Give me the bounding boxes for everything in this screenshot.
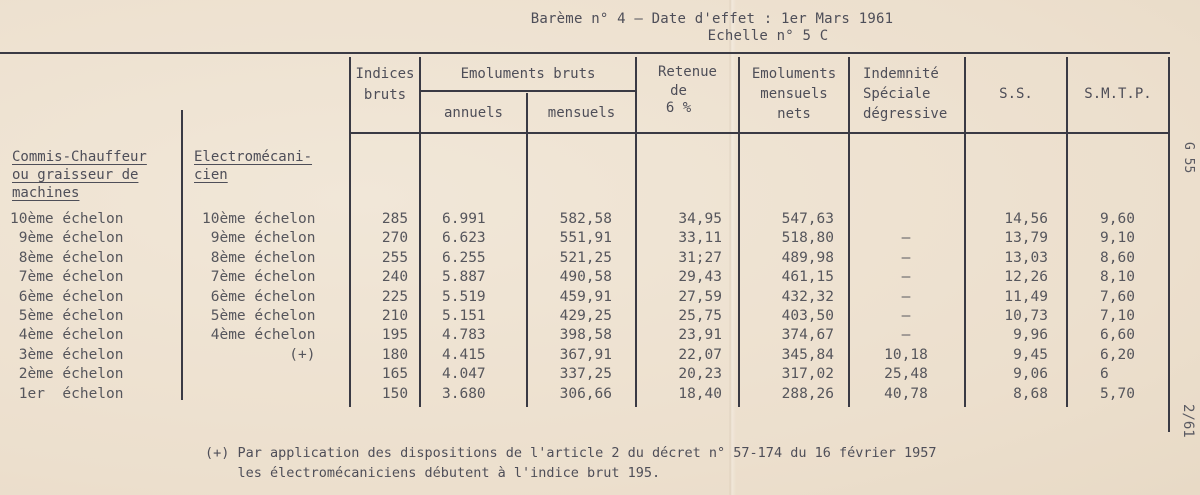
document-title: Barème n° 4 — Date d'effet : 1er Mars 1961 — [530, 11, 894, 27]
cell-indice: 180 — [381, 346, 409, 363]
header-nets-line3: nets — [777, 106, 811, 122]
column-indices-bruts — [370, 210, 420, 404]
cell-indemnite: — — [901, 288, 911, 305]
cell-retenue: 34,95 — [678, 211, 722, 227]
cell-ss: 12,26 — [1004, 269, 1048, 286]
cell-smtp: 6 — [1100, 366, 1135, 383]
cell-annuels: 4.415 — [442, 346, 486, 363]
cell-nets: 317,02 — [781, 366, 834, 383]
col-divider-indemnite-left — [848, 57, 850, 407]
cell-annuels: 5.151 — [442, 307, 486, 324]
cell-annuels: 6.255 — [442, 249, 486, 266]
cell-nets: 345,84 — [781, 346, 834, 363]
cell-mensuels: 521,25 — [559, 249, 612, 266]
side-date: 2/61 — [1180, 404, 1196, 438]
cell-indice: 165 — [381, 366, 409, 383]
col-divider-smtp-right — [1168, 57, 1170, 432]
footnote — [205, 443, 937, 483]
header-indemnite-line1: Indemnité — [863, 66, 939, 82]
cell-retenue: 20,23 — [678, 366, 722, 383]
cell-annuels: 6.623 — [442, 230, 486, 247]
cell-grade1: 9ème échelon — [10, 230, 124, 247]
header-grade1-line1: Commis-Chauffeur — [12, 149, 147, 165]
cell-nets: 374,67 — [781, 327, 834, 344]
cell-mensuels: 337,25 — [559, 366, 612, 383]
cell-nets: 518,80 — [781, 230, 834, 247]
cell-grade1: 6ème échelon — [10, 288, 124, 305]
column-smtp — [1100, 210, 1135, 404]
cell-mensuels: 398,58 — [559, 327, 612, 344]
cell-grade2: 8ème échelon — [202, 249, 316, 266]
header-indices-line1: Indices — [355, 66, 415, 82]
header-nets-line2: mensuels — [760, 86, 828, 102]
cell-mensuels: 367,91 — [559, 346, 612, 363]
column-retenue — [640, 210, 722, 404]
cell-grade1: 3ème échelon — [10, 346, 124, 363]
header-indices-bruts — [351, 64, 419, 106]
table-top-border — [0, 52, 1170, 54]
header-grade1-line2: ou graisseur de — [12, 167, 139, 183]
header-retenue-line1: Retenue — [657, 64, 717, 80]
header-nets-line1: Emoluments — [751, 66, 837, 82]
cell-grade2: 4ème échelon — [202, 327, 316, 344]
header-retenue — [637, 64, 738, 117]
header-smtp: S.M.T.P. — [1084, 86, 1152, 102]
cell-grade2: 7ème échelon — [202, 269, 316, 286]
cell-grade2: 5ème échelon — [202, 307, 316, 324]
cell-retenue: 23,91 — [678, 327, 722, 344]
cell-nets: 547,63 — [781, 211, 834, 227]
cell-ss: 8,68 — [1013, 385, 1048, 402]
cell-mensuels: 490,58 — [559, 269, 612, 286]
side-code: G 55 — [1181, 142, 1196, 174]
cell-indemnite — [860, 210, 952, 229]
cell-grade2: 9ème échelon — [202, 230, 316, 247]
cell-ss: 9,96 — [1013, 327, 1048, 344]
col-divider-indices-left — [349, 57, 351, 407]
cell-grade1: 7ème échelon — [10, 269, 124, 286]
cell-annuels: 6.991 — [442, 211, 486, 227]
header-grade2-line1: Electromécani- — [194, 149, 313, 165]
cell-smtp: 8,60 — [1100, 249, 1135, 266]
col-divider-mensuels-left — [526, 93, 528, 407]
cell-mensuels: 459,91 — [559, 288, 612, 305]
cell-smtp: 7,60 — [1100, 288, 1135, 305]
header-retenue-line3: 6 % — [665, 100, 692, 116]
header-grade1-line3: machines — [12, 185, 80, 201]
header-grade2-line2: cien — [194, 167, 228, 183]
cell-retenue: 27,59 — [678, 288, 722, 305]
cell-annuels: 4.047 — [442, 366, 486, 383]
header-mensuels: mensuels — [547, 105, 616, 121]
header-grade2 — [194, 148, 312, 184]
document-subtitle: Echelle n° 5 C — [707, 28, 829, 44]
cell-grade2 — [202, 385, 316, 404]
cell-ss: 9,06 — [1013, 366, 1048, 383]
cell-annuels: 5.519 — [442, 288, 486, 305]
cell-ss: 11,49 — [1004, 288, 1048, 305]
cell-grade1: 8ème échelon — [10, 249, 124, 266]
cell-grade1: 4ème échelon — [10, 327, 124, 344]
footnote-line1: (+) Par application des dispositions de l'article 2 du décret n° 57-174 du 16 février 1957 — [205, 445, 937, 461]
cell-grade2 — [202, 365, 316, 384]
header-indices-line2: bruts — [363, 87, 407, 103]
header-indemnite-line3: dégressive — [863, 106, 948, 122]
cell-smtp: 6,60 — [1100, 327, 1135, 344]
cell-nets: 489,98 — [781, 249, 834, 266]
cell-smtp: 8,10 — [1100, 269, 1135, 286]
cell-indemnite: 10,18 — [884, 346, 928, 363]
cell-nets: 461,15 — [781, 269, 834, 286]
cell-indice: 150 — [381, 385, 409, 402]
cell-retenue: 33,11 — [678, 230, 722, 247]
column-indemnite — [860, 210, 952, 404]
cell-ss: 13,03 — [1004, 249, 1048, 266]
cell-smtp: 9,10 — [1100, 230, 1135, 247]
header-grade1 — [12, 148, 147, 202]
cell-indice: 255 — [381, 249, 409, 266]
col-divider-smtp-left — [1066, 57, 1068, 407]
cell-indemnite: — — [901, 230, 911, 247]
column-nets — [740, 210, 834, 404]
cell-ss: 10,73 — [1004, 307, 1048, 324]
cell-nets: 432,32 — [781, 288, 834, 305]
cell-mensuels: 306,66 — [559, 385, 612, 402]
cell-grade2: 10ème échelon — [202, 211, 316, 227]
cell-grade1: 10ème échelon — [10, 211, 124, 227]
column-annuels — [442, 210, 486, 404]
header-annuels: annuels — [443, 105, 503, 121]
cell-smtp: 6,20 — [1100, 346, 1135, 363]
cell-grade1: 1er échelon — [10, 385, 124, 402]
cell-nets: 288,26 — [781, 385, 834, 402]
cell-retenue: 31;27 — [678, 249, 722, 266]
header-emoluments-bruts: Emoluments bruts — [460, 66, 596, 82]
cell-indice: 195 — [381, 327, 409, 344]
cell-retenue: 22,07 — [678, 346, 722, 363]
footnote-line2: les électromécaniciens débutent à l'indice brut 195. — [205, 465, 661, 481]
cell-smtp: 7,10 — [1100, 307, 1135, 324]
cell-retenue: 29,43 — [678, 269, 722, 286]
column-grade2 — [202, 210, 316, 404]
cell-indemnite: — — [901, 307, 911, 324]
cell-nets: 403,50 — [781, 307, 834, 324]
grade-column-divider — [181, 110, 183, 400]
column-mensuels — [530, 210, 612, 404]
cell-indice: 285 — [381, 211, 409, 227]
cell-indemnite: — — [901, 249, 911, 266]
cell-annuels: 5.887 — [442, 269, 486, 286]
cell-retenue: 18,40 — [678, 385, 722, 402]
cell-smtp: 5,70 — [1100, 385, 1135, 402]
cell-indemnite: — — [901, 327, 911, 344]
cell-mensuels: 551,91 — [559, 230, 612, 247]
cell-indemnite: — — [901, 269, 911, 286]
header-emoluments-nets — [740, 64, 848, 124]
cell-indice: 225 — [381, 288, 409, 305]
emoluments-bruts-divider — [420, 90, 636, 92]
cell-ss: 13,79 — [1004, 230, 1048, 247]
cell-indice: 240 — [381, 269, 409, 286]
cell-grade2: 6ème échelon — [202, 288, 316, 305]
cell-annuels: 3.680 — [442, 385, 486, 402]
cell-indice: 210 — [381, 307, 409, 324]
header-ss: S.S. — [999, 86, 1033, 102]
cell-mensuels: 582,58 — [559, 211, 612, 227]
cell-annuels: 4.783 — [442, 327, 486, 344]
cell-retenue: 25,75 — [678, 307, 722, 324]
header-indemnite — [863, 64, 947, 124]
cell-ss: 14,56 — [1004, 211, 1048, 227]
cell-indemnite: 40,78 — [884, 385, 928, 402]
cell-smtp: 9,60 — [1100, 211, 1135, 227]
column-grade1 — [10, 210, 124, 404]
header-bottom-border — [349, 132, 1169, 134]
header-retenue-line2: de — [670, 83, 687, 99]
cell-grade2: (+) — [202, 346, 316, 363]
cell-ss: 9,45 — [1013, 346, 1048, 363]
column-ss — [966, 210, 1048, 404]
cell-indice: 270 — [381, 230, 409, 247]
cell-grade1: 2ème échelon — [10, 366, 124, 383]
header-indemnite-line2: Spéciale — [863, 86, 931, 102]
cell-mensuels: 429,25 — [559, 307, 612, 324]
cell-indemnite: 25,48 — [884, 366, 928, 383]
cell-grade1: 5ème échelon — [10, 307, 124, 324]
